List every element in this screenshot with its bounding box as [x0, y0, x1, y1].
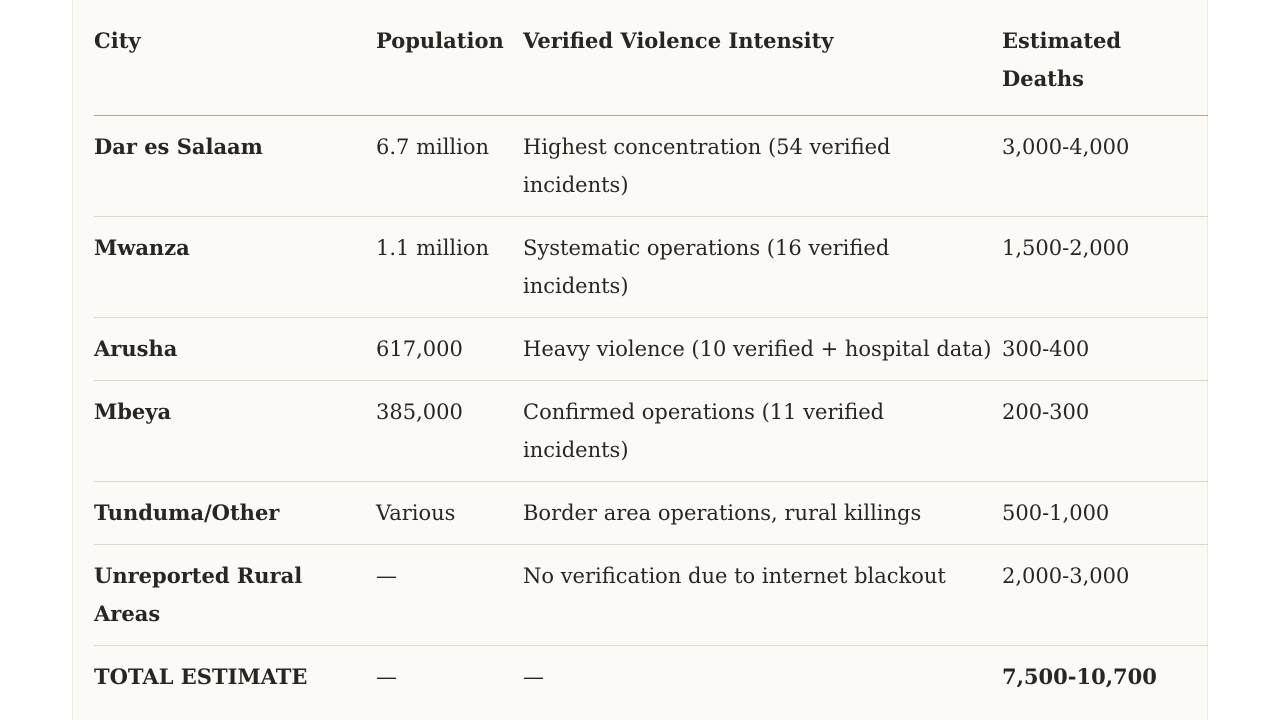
cell-deaths: 500-1,000	[1002, 482, 1208, 545]
cell-intensity: No verification due to internet blackout	[523, 545, 1002, 646]
cell-intensity: Highest concentration (54 verified incidents)	[523, 116, 1002, 217]
table-row	[94, 381, 1208, 482]
table-header-row	[94, 0, 1208, 116]
cell-intensity: —	[523, 665, 544, 689]
document-panel	[72, 0, 1208, 720]
cell-total-deaths: 7,500-10,700	[1002, 664, 1157, 689]
table-row	[94, 545, 1208, 646]
cell-deaths: 300-400	[1002, 318, 1208, 381]
header-intensity: Verified Violence Intensity	[523, 0, 1002, 116]
cell-population: —	[376, 665, 397, 689]
cell-city: Tunduma/Other	[94, 482, 376, 545]
cell-total-label: TOTAL ESTIMATE	[94, 664, 308, 689]
cell-city: Unreported Rural Areas	[94, 545, 376, 646]
total-row	[94, 646, 1208, 709]
cell-population: 385,000	[376, 381, 523, 482]
table-row	[94, 482, 1208, 545]
cell-city: Mwanza	[94, 217, 376, 318]
table-row	[94, 217, 1208, 318]
cell-city: Mbeya	[94, 381, 376, 482]
header-deaths: Estimated Deaths	[1002, 0, 1208, 116]
cell-deaths: 2,000-3,000	[1002, 545, 1208, 646]
cell-population: 1.1 million	[376, 217, 523, 318]
cell-population: 617,000	[376, 318, 523, 381]
table-row	[94, 318, 1208, 381]
cell-deaths: 3,000-4,000	[1002, 116, 1208, 217]
cell-city: Arusha	[94, 318, 376, 381]
cell-population: Various	[376, 482, 523, 545]
cell-intensity: Border area operations, rural killings	[523, 482, 1002, 545]
cell-population: —	[376, 545, 523, 646]
cell-city: Dar es Salaam	[94, 116, 376, 217]
cell-intensity: Confirmed operations (11 verified incidents)	[523, 381, 1002, 482]
cell-intensity: Heavy violence (10 verified + hospital data)	[523, 318, 1002, 381]
cell-deaths: 200-300	[1002, 381, 1208, 482]
table-row	[94, 116, 1208, 217]
header-population: Population	[376, 0, 523, 116]
header-city: City	[94, 0, 376, 116]
cell-population: 6.7 million	[376, 116, 523, 217]
casualty-table	[94, 0, 1208, 708]
cell-intensity: Systematic operations (16 verified incidents)	[523, 217, 1002, 318]
cell-deaths: 1,500-2,000	[1002, 217, 1208, 318]
